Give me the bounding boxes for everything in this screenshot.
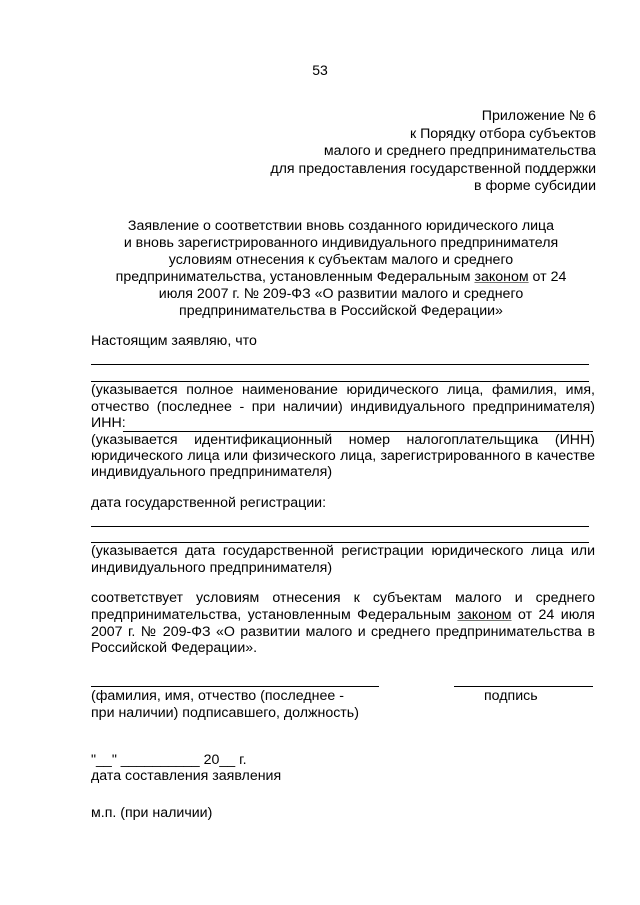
compliance-line xyxy=(91,607,595,624)
title-line: условиям отнесения к субъектам малого и среднего xyxy=(168,252,514,268)
stamp-label: м.п. (при наличии) xyxy=(91,805,213,821)
date-template: "__" __________ 20__ г. xyxy=(91,752,247,768)
appendix-line: малого и среднего предпринимательства xyxy=(323,143,596,159)
signer-hint: (фамилия, имя, отчество (последнее - xyxy=(91,688,344,704)
inn-hint: (указывается идентификационный номер налогоплательщика (ИНН) xyxy=(91,432,595,448)
name-hint: (указывается полное наименование юридического лица, фамилия, имя, xyxy=(91,382,595,398)
compliance-line: 2007 г. № 209-ФЗ «О развитии малого и среднего предпринимательства в xyxy=(91,624,595,640)
title-text: предпринимательства, установленным Федеральным xyxy=(115,269,475,285)
signer-name-line[interactable] xyxy=(91,686,379,687)
compliance-text: от 24 июля xyxy=(511,607,595,623)
declaration-intro: Настоящим заявляю, что xyxy=(91,333,257,349)
inn-label: ИНН: xyxy=(91,415,126,431)
registration-hint: индивидуального предпринимателя) xyxy=(91,560,333,576)
compliance-line: Российской Федерации». xyxy=(91,640,258,656)
title-line: июля 2007 г. № 209-ФЗ «О развитии малого и среднего xyxy=(158,286,524,302)
title-line: предпринимательства в Российской Федерации» xyxy=(179,303,503,319)
inn-hint: индивидуального предпринимателя) xyxy=(91,464,333,480)
title-line: и вновь зарегистрированного индивидуального предпринимателя xyxy=(123,235,559,251)
name-field-line[interactable] xyxy=(91,364,589,365)
law-link[interactable]: законом xyxy=(474,269,529,285)
document-title xyxy=(96,218,586,320)
registration-field-line[interactable] xyxy=(91,526,589,527)
title-text: от 24 xyxy=(528,269,567,285)
title-line xyxy=(96,269,586,286)
signature-label: подпись xyxy=(484,688,538,704)
registration-hint: (указывается дата государственной регистрации юридического лица или xyxy=(91,543,595,559)
appendix-line: для предоставления государственной поддержки xyxy=(270,160,596,177)
inn-hint: юридического лица или физического лица, зарегистрированного в качестве xyxy=(91,448,595,464)
signature-line[interactable] xyxy=(454,686,593,687)
appendix-line: к Порядку отбора субъектов xyxy=(409,125,596,142)
name-hint: отчество (последнее - при наличии) индивидуального предпринимателя) xyxy=(91,399,595,415)
compliance-text: предпринимательства, установленным Федеральным xyxy=(91,607,458,623)
appendix-line: в форме субсидии xyxy=(474,178,596,194)
compliance-line: соответствует условиям отнесения к субъектам малого и среднего xyxy=(91,590,595,606)
page-number: 53 xyxy=(312,62,328,78)
date-label: дата составления заявления xyxy=(91,768,282,784)
appendix-block xyxy=(270,108,596,196)
registration-label: дата государственной регистрации: xyxy=(91,495,327,511)
signer-hint: при наличии) подписавшего, должность) xyxy=(91,705,359,721)
law-link[interactable]: законом xyxy=(457,607,512,623)
appendix-line: Приложение № 6 xyxy=(481,108,596,124)
title-line: Заявление о соответствии вновь созданного юридического лица xyxy=(127,218,555,234)
